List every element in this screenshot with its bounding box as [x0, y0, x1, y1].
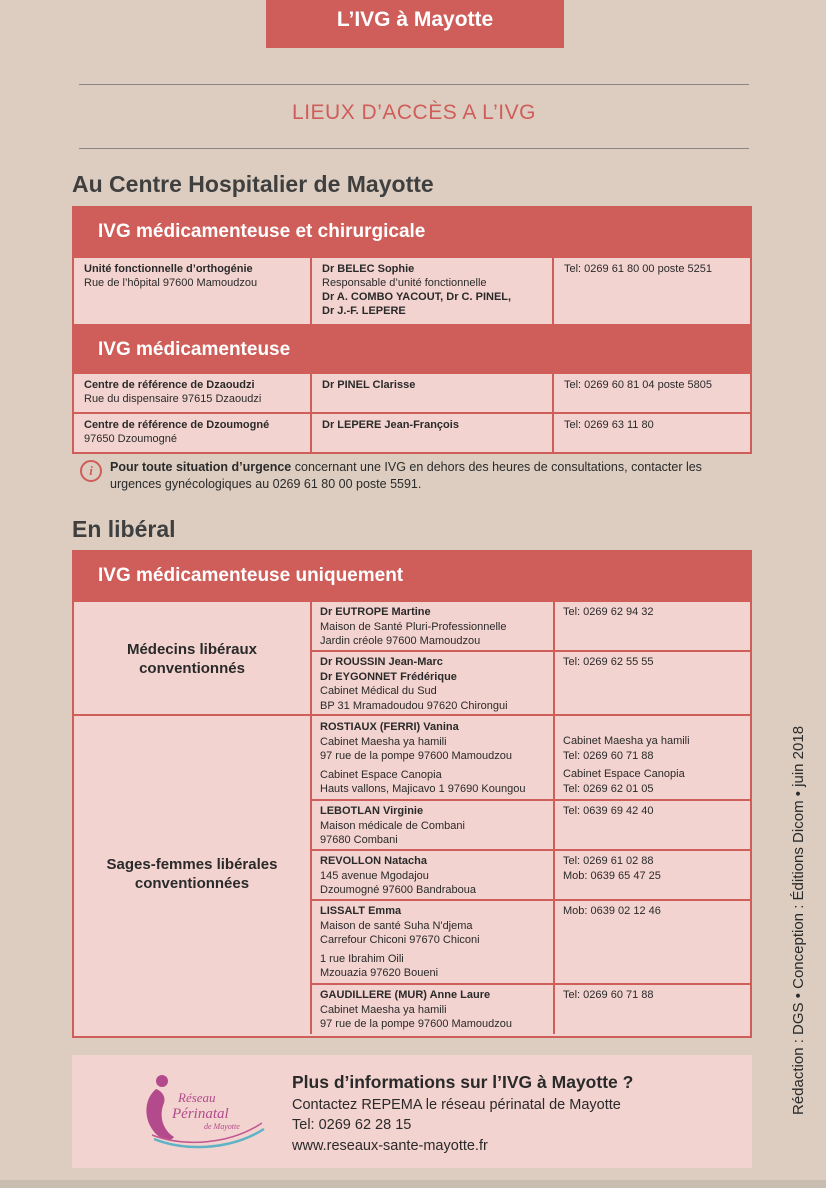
row-divider	[74, 714, 750, 716]
row-divider	[74, 600, 750, 602]
place-name: Unité fonctionnelle d’orthogénie	[84, 263, 253, 275]
logo-text: Périnatal	[172, 1106, 229, 1122]
table-header: IVG médicamenteuse et chirurgicale	[74, 208, 750, 256]
urgent-bold: Pour toute situation d’urgence	[110, 460, 292, 474]
list-item	[320, 854, 546, 898]
mob-value: Mob: 0639 02 12 46	[563, 905, 661, 917]
mob-value: Mob: 0639 65 47 25	[563, 869, 661, 882]
logo-text: de Mayotte	[204, 1122, 240, 1131]
liberal-table-body	[74, 600, 750, 1034]
tel-block	[563, 854, 743, 883]
list-item	[320, 904, 546, 981]
section-title: LIEUX D’ACCÈS A L’IVG	[292, 101, 536, 124]
practitioner-name: REVOLLON Natacha	[320, 855, 427, 867]
address-line: 97680 Combani	[320, 834, 398, 846]
list-item	[320, 988, 546, 1032]
tel-value: Tel: 0269 60 71 88	[563, 749, 654, 762]
divider-top	[79, 84, 749, 85]
practitioner-name: Dr EYGONNET Frédérique	[320, 670, 457, 683]
address-line: Cabinet Maesha ya hamili	[320, 735, 447, 748]
tel-label: Cabinet Maesha ya hamili	[563, 735, 690, 747]
address-line: Cabinet Maesha ya hamili	[320, 1003, 447, 1016]
address-line: 97 rue de la pompe 97600 Mamoudzou	[320, 1018, 513, 1030]
address-line: Cabinet Médical du Sud	[320, 685, 437, 697]
address-line: Carrefour Chiconi 97670 Chiconi	[320, 934, 480, 946]
list-item	[320, 804, 546, 848]
hospital-table-1	[72, 206, 752, 454]
address-line: Maison médicale de Combani	[320, 819, 465, 832]
place-cell	[74, 414, 310, 452]
list-item	[320, 720, 546, 797]
info-icon: i	[80, 460, 102, 482]
place-cell	[74, 258, 310, 324]
tel-label: Cabinet Espace Canopia	[563, 768, 685, 780]
group-label-line: Médecins libéraux	[126, 641, 258, 658]
footer-info-box	[72, 1055, 752, 1168]
footer-title: Plus d’informations sur l’IVG à Mayotte ?	[292, 1072, 634, 1092]
hospital-heading: Au Centre Hospitalier de Mayotte	[72, 171, 434, 197]
practitioner-name: ROSTIAUX (FERRI) Vanina	[320, 721, 459, 733]
place-address: 97650 Dzoumogné	[84, 433, 177, 445]
liberal-table	[72, 550, 752, 1038]
practitioner-name: GAUDILLERE (MUR) Anne Laure	[320, 989, 491, 1001]
tel-value: Tel: 0639 69 42 40	[563, 805, 654, 817]
column-divider	[310, 600, 312, 1034]
bottom-strip	[0, 1180, 826, 1188]
tel-value: Tel: 0269 61 02 88	[563, 855, 654, 867]
address-line: 145 avenue Mgodajou	[320, 869, 429, 882]
place-name: Centre de référence de Dzoumogné	[84, 419, 270, 431]
tel-value: Tel: 0269 60 71 88	[563, 989, 654, 1001]
tel-cell: Tel: 0269 63 11 80	[552, 414, 750, 452]
practitioner-name: LEBOTLAN Virginie	[320, 805, 424, 817]
row-divider	[310, 849, 750, 851]
footer-phone: Tel: 0269 62 28 15	[292, 1117, 412, 1133]
urgent-text: concernant une IVG en dehors des heures de consultations, contacter les urgences gynécologiques au 0269 61 80 00 poste 5591.	[110, 460, 702, 491]
row-divider	[310, 983, 750, 985]
column-divider	[553, 600, 555, 1034]
place-address: Rue du dispensaire 97615 Dzaoudzi	[84, 393, 262, 405]
group-label-line: conventionnés	[139, 660, 245, 677]
list-item	[320, 655, 546, 713]
list-item	[320, 605, 546, 649]
address-line: Hauts vallons, Majicavo 1 97690 Koungou	[320, 783, 526, 795]
doctor-others: Dr A. COMBO YACOUT, Dr C. PINEL,	[322, 291, 512, 303]
place-name: Centre de référence de Dzaoudzi	[84, 379, 255, 391]
address-line: Jardin créole 97600 Mamoudzou	[320, 635, 481, 647]
place-address: Rue de l’hôpital 97600 Mamoudzou	[84, 277, 258, 289]
liberal-heading: En libéral	[72, 516, 176, 542]
credit-vertical: Rédaction : DGS • Conception : Éditions Dicom • juin 2018	[790, 725, 807, 1115]
table-row	[74, 412, 750, 452]
group-label-sages-femmes	[74, 855, 310, 893]
divider-bottom	[79, 148, 749, 149]
group-label-line: Sages-femmes libérales	[106, 856, 278, 873]
practitioner-name: LISSALT Emma	[320, 905, 402, 917]
tel-value: Tel: 0269 62 55 55	[563, 656, 654, 668]
tel-value: Tel: 0269 62 94 32	[563, 606, 654, 618]
tel-cell	[552, 258, 750, 324]
address-line: Maison de santé Suha N'djema	[320, 919, 473, 932]
table-row	[74, 256, 750, 324]
table-header: IVG médicamenteuse uniquement	[74, 552, 750, 600]
practitioner-name: Dr EUTROPE Martine	[320, 606, 431, 618]
logo-text: Réseau	[178, 1090, 216, 1105]
doctor-name: Dr BELEC Sophie	[322, 263, 415, 275]
table-row	[74, 372, 750, 412]
address-line: 97 rue de la pompe 97600 Mamoudzou	[320, 750, 513, 762]
row-divider	[310, 799, 750, 801]
row-divider	[310, 650, 750, 652]
footer-website-link[interactable]: www.reseaux-sante-mayotte.fr	[292, 1138, 488, 1154]
address-line: Cabinet Espace Canopia	[320, 768, 442, 781]
tel-value: Tel: 0269 61 80 00 poste 5251	[564, 263, 713, 275]
tel-block	[563, 734, 743, 796]
tel-cell: Tel: 0269 60 81 04 poste 5805	[552, 374, 750, 412]
group-label-medecins	[74, 640, 310, 678]
top-banner	[266, 0, 564, 48]
doctor-cell: Dr LEPERE Jean-François	[310, 414, 552, 452]
address-line: 1 rue Ibrahim Oili	[320, 952, 404, 965]
row-divider	[310, 899, 750, 901]
address-line: Maison de Santé Pluri-Professionnelle	[320, 620, 507, 633]
group-label-line: conventionnées	[134, 875, 250, 892]
doctor-cell	[310, 258, 552, 324]
doctor-others: Dr J.-F. LEPERE	[322, 305, 406, 317]
urgent-note	[80, 459, 750, 493]
banner-title: L’IVG à Mayotte	[336, 8, 494, 31]
reseau-perinatal-logo	[134, 1069, 274, 1155]
footer-contact: Contactez REPEMA le réseau périnatal de Mayotte	[292, 1097, 621, 1113]
place-cell	[74, 374, 310, 412]
address-line: Mzouazia 97620 Boueni	[320, 967, 439, 979]
address-line: Dzoumogné 97600 Bandraboua	[320, 884, 476, 896]
doctor-role: Responsable d’unité fonctionnelle	[322, 277, 487, 289]
tel-value: Tel: 0269 62 01 05	[563, 782, 654, 795]
practitioner-name: Dr ROUSSIN Jean-Marc	[320, 656, 443, 668]
address-line: BP 31 Mramadoudou 97620 Chirongui	[320, 699, 508, 712]
doctor-cell: Dr PINEL Clarisse	[310, 374, 552, 412]
table-header: IVG médicamenteuse	[74, 324, 750, 372]
